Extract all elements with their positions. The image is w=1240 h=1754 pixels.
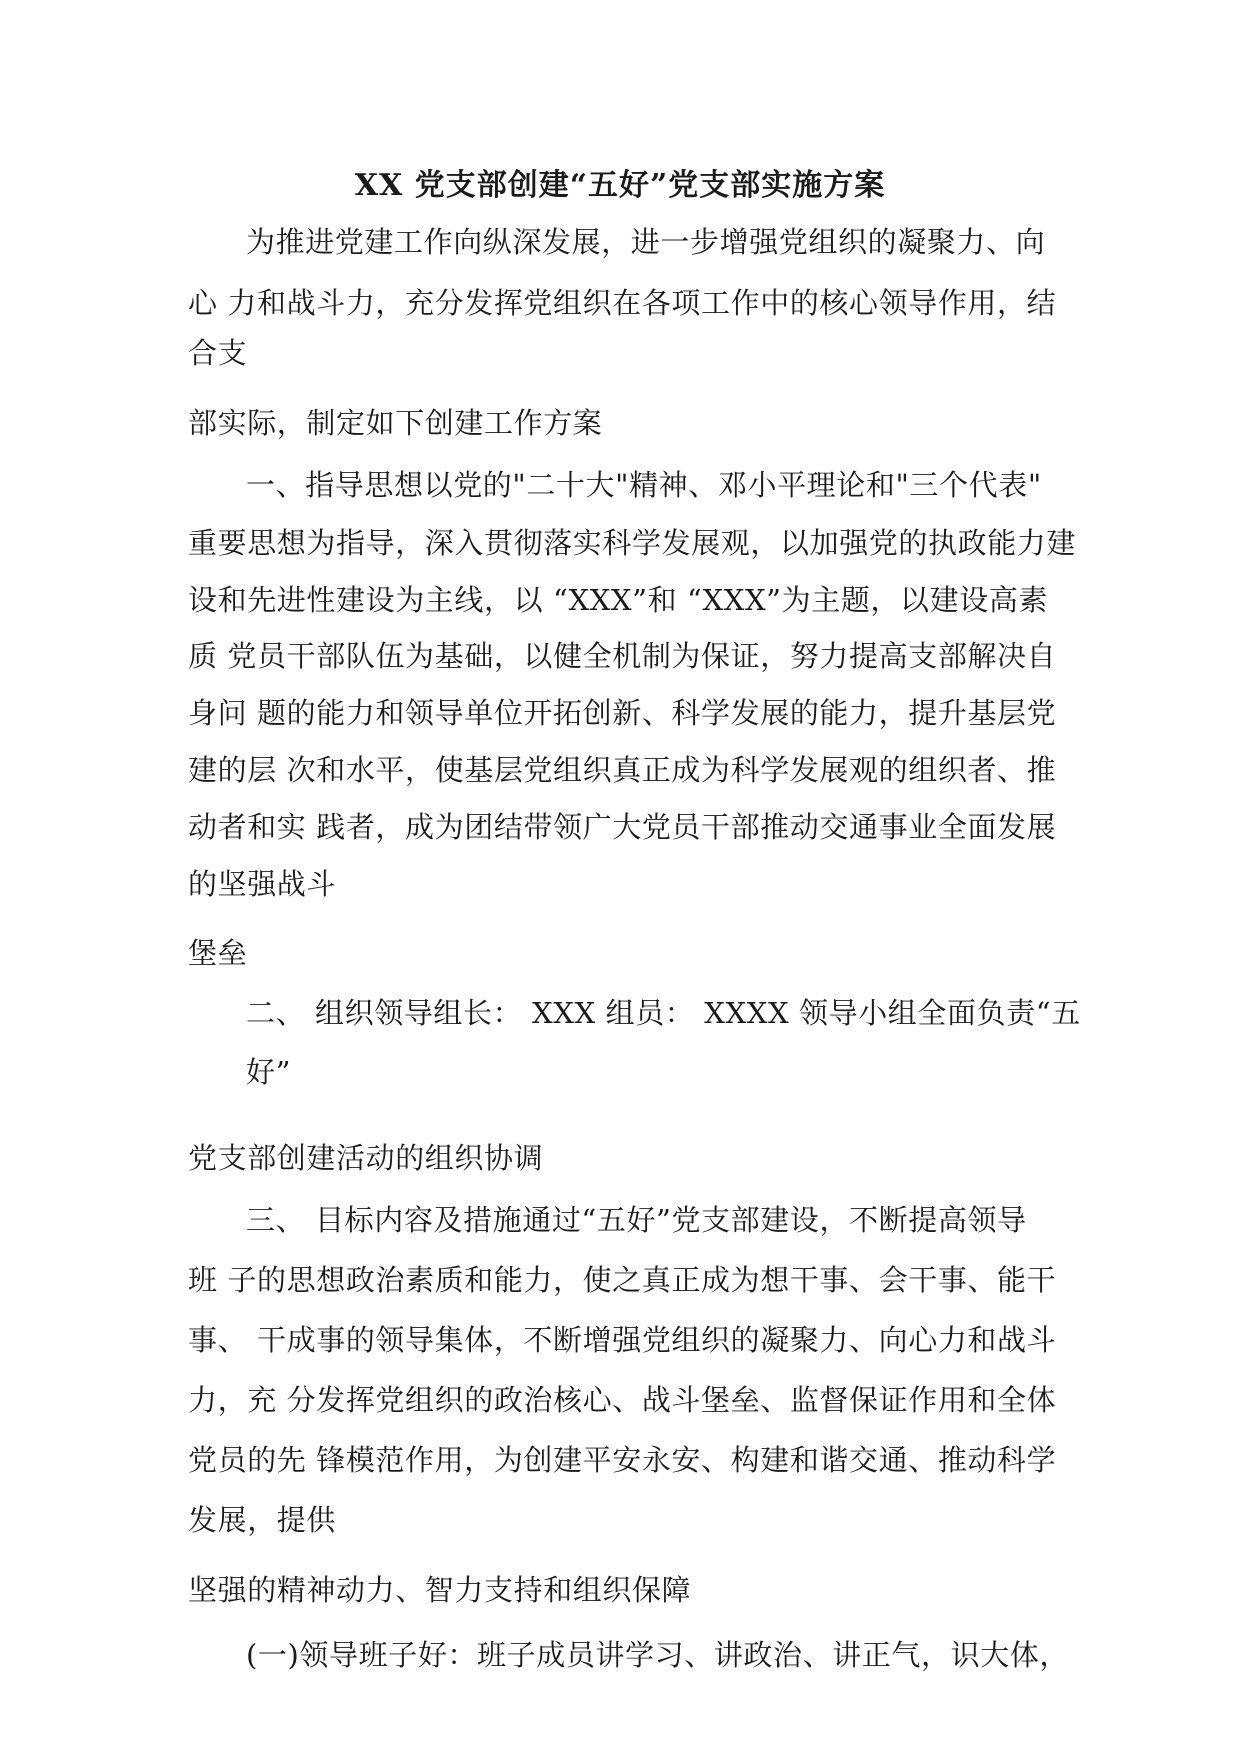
paragraph-line: 力，充 分发挥党组织的政治核心、战斗堡垒、监督保证作用和全体 xyxy=(188,1383,1057,1417)
paragraph-line: 的坚强战斗 xyxy=(188,867,337,901)
paragraph-line: 合支 xyxy=(188,336,248,370)
paragraph-line: 堡垒 xyxy=(188,936,248,970)
paragraph-line: 身问 题的能力和领导单位开拓创新、科学发展的能力，提升基层党 xyxy=(188,696,1057,730)
paragraph-line: 二、 组织领导组长： XXX 组员： XXXX 领导小组全面负责“五 xyxy=(246,996,1081,1030)
paragraph-line: 坚强的精神动力、智力支持和组织保障 xyxy=(188,1573,692,1607)
paragraph-line: 事、 干成事的领导集体，不断增强党组织的凝聚力、向心力和战斗 xyxy=(188,1323,1057,1357)
paragraph-line: 重要思想为指导，深入贯彻落实科学发展观，以加强党的执政能力建 xyxy=(188,526,1077,560)
paragraph-line: 发展，提供 xyxy=(188,1503,337,1537)
paragraph-line: 设和先进性建设为主线，以 “XXX”和 “XXX”为主题，以建设高素 xyxy=(188,583,1049,617)
paragraph-line: 为推进党建工作向纵深发展，进一步增强党组织的凝聚力、向 xyxy=(246,225,1046,259)
paragraph-line: 动者和实 践者，成为团结带领广大党员干部推动交通事业全面发展 xyxy=(188,810,1057,844)
paragraph-line: 部实际，制定如下创建工作方案 xyxy=(188,406,603,440)
paragraph-line: 心 力和战斗力，充分发挥党组织在各项工作中的核心领导作用，结 xyxy=(188,286,1057,320)
paragraph-line: 党员的先 锋模范作用，为创建平安永安、构建和谐交通、推动科学 xyxy=(188,1443,1057,1477)
paragraph-line: 班 子的思想政治素质和能力，使之真正成为想干事、会干事、能干 xyxy=(188,1263,1057,1297)
document-title: XX 党支部创建“五好”党支部实施方案 xyxy=(354,168,886,203)
paragraph-line: 质 党员干部队伍为基础，以健全机制为保证，努力提高支部解决自 xyxy=(188,639,1057,673)
paragraph-line: (一)领导班子好：班子成员讲学习、讲政治、讲正气，识大体， xyxy=(246,1638,1070,1672)
paragraph-line: 一、指导思想以党的"二十大"精神、邓小平理论和"三个代表" xyxy=(246,468,1042,502)
paragraph-line: 党支部创建活动的组织协调 xyxy=(188,1141,544,1175)
paragraph-line: 三、 目标内容及措施通过“五好”党支部建设，不断提高领导 xyxy=(246,1203,1027,1237)
paragraph-line: 建的层 次和水平，使基层党组织真正成为科学发展观的组织者、推 xyxy=(188,753,1057,787)
paragraph-line: 好” xyxy=(246,1055,292,1089)
